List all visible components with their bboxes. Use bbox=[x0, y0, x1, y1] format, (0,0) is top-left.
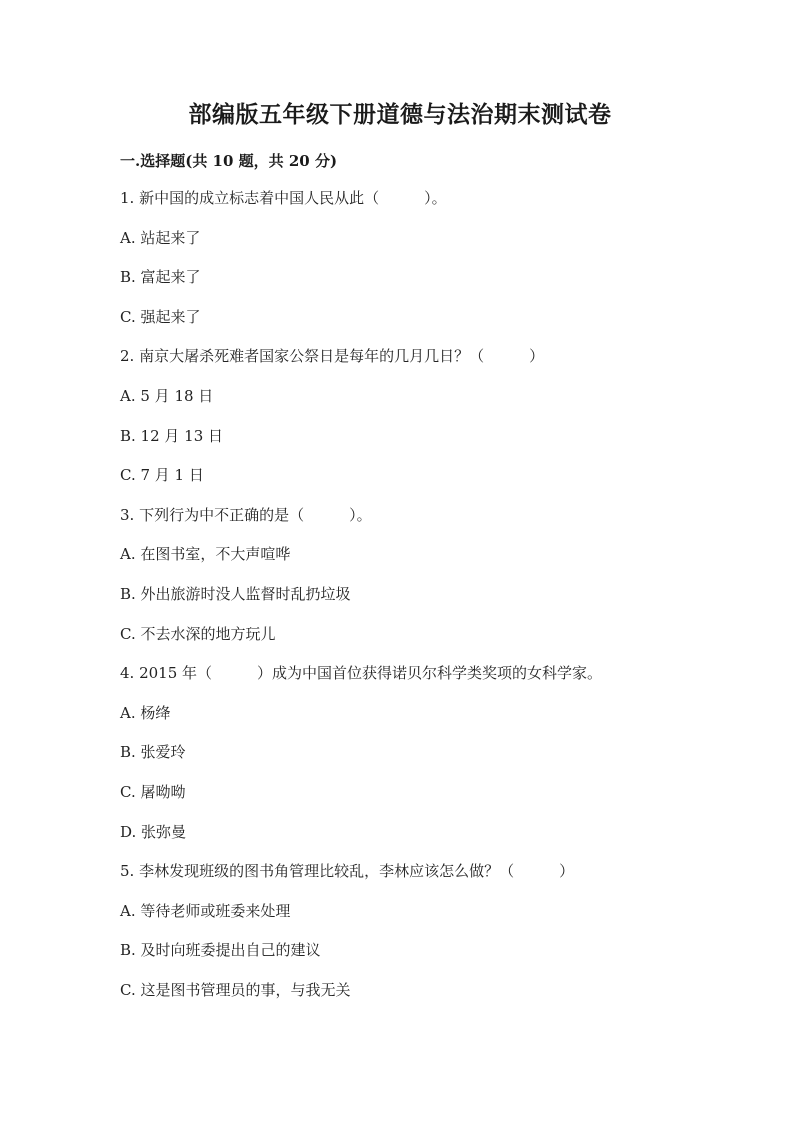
question-2-option-c: C. 7 月 1 日 bbox=[120, 466, 204, 485]
question-4-option-c: C. 屠呦呦 bbox=[120, 782, 186, 801]
question-2-option-b: B. 12 月 13 日 bbox=[120, 426, 224, 445]
question-3-option-b: B. 外出旅游时没人监督时乱扔垃圾 bbox=[120, 584, 351, 603]
question-1-option-b: B. 富起来了 bbox=[120, 268, 201, 287]
question-list bbox=[120, 187, 700, 1018]
question-1-option-a: A. 站起来了 bbox=[120, 228, 201, 247]
page-title: 部编版五年级下册道德与法治期末测试卷 bbox=[188, 101, 612, 128]
question-3-option-a: A. 在图书室，不大声喧哗 bbox=[120, 545, 291, 564]
question-3-option-c: C. 不去水深的地方玩儿 bbox=[120, 624, 276, 643]
question-4-option-b: B. 张爱玲 bbox=[120, 743, 186, 762]
question-1-option-c: C. 强起来了 bbox=[120, 307, 201, 326]
question-stem-1: 1. 新中国的成立标志着中国人民从此（ ）。 bbox=[120, 189, 447, 207]
question-2-option-a: A. 5 月 18 日 bbox=[120, 386, 214, 405]
question-4-option-d: D. 张弥曼 bbox=[120, 822, 187, 841]
question-5-option-b: B. 及时向班委提出自己的建议 bbox=[120, 941, 321, 960]
section-heading: 一.选择题(共 10 题，共 20 分) bbox=[120, 152, 338, 170]
question-stem-2: 2. 南京大屠杀死难者国家公祭日是每年的几月几日？（ ） bbox=[120, 347, 545, 366]
question-stem-5: 5. 李林发现班级的图书角管理比较乱，李林应该怎么做？（ ） bbox=[120, 862, 575, 881]
question-stem-3: 3. 下列行为中不正确的是（ ）。 bbox=[120, 505, 372, 524]
question-5-option-c: C. 这是图书管理员的事，与我无关 bbox=[120, 980, 351, 999]
question-4-option-a: A. 杨绛 bbox=[120, 703, 171, 722]
question-5-option-a: A. 等待老师或班委来处理 bbox=[120, 901, 291, 920]
question-stem-4: 4. 2015 年（ ）成为中国首位获得诺贝尔科学类奖项的女科学家。 bbox=[120, 664, 603, 683]
